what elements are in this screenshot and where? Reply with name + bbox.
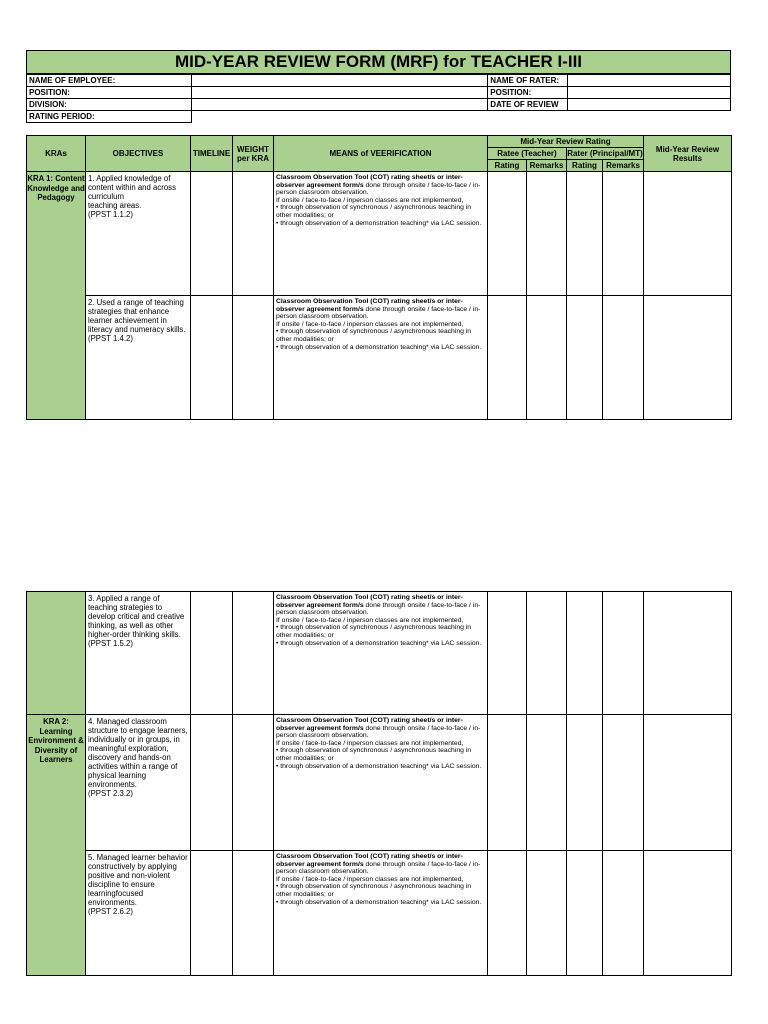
table-row bbox=[27, 296, 732, 420]
objective-4: 4. Managed classroom structure to engage learners, individually or in groups, in meaningful exploration, discovery and hands-on activities within a range of physical learning environments. (PPST 2.3.2) bbox=[88, 717, 188, 798]
rater-position-label: POSITION: bbox=[488, 87, 568, 99]
header-ratee-rating: Rating bbox=[488, 160, 527, 172]
form-title: MID-YEAR REVIEW FORM (MRF) for TEACHER I-III bbox=[26, 50, 731, 74]
ratee-rating-cell[interactable] bbox=[488, 592, 527, 715]
objective-2: 2. Used a range of teaching strategies that enhance learner achievement in literacy and numeracy skills. (PPST 1.4.2) bbox=[88, 298, 186, 343]
header-ratee: Ratee (Teacher) bbox=[488, 148, 567, 160]
ratee-rating-cell[interactable] bbox=[488, 715, 527, 851]
weight-cell[interactable] bbox=[233, 592, 274, 715]
rater-remarks-cell[interactable] bbox=[603, 592, 644, 715]
rater-rating-cell[interactable] bbox=[567, 715, 603, 851]
rater-rating-cell[interactable] bbox=[567, 296, 603, 420]
objective-1: 1. Applied knowledge of content within and across curriculum teaching areas. (PPST 1.1.2) bbox=[88, 174, 176, 219]
header-means-of-verification: MEANS of VEERIFICATION bbox=[274, 136, 488, 172]
rating-period-field[interactable] bbox=[191, 111, 730, 123]
kra-1-label: KRA 1: Content Knowledge and Pedagogy bbox=[27, 172, 86, 420]
header-kras: KRAs bbox=[27, 136, 86, 172]
ratee-rating-cell[interactable] bbox=[488, 851, 527, 976]
timeline-cell[interactable] bbox=[191, 592, 233, 715]
header-weight: WEIGHT per KRA bbox=[233, 136, 274, 172]
means-of-verification: Classroom Observation Tool (COT) rating sheet/s or inter-observer agreement form/s done through onsite / face-to-face / in-person classroom observation. If onsite / face-to-face / inperson classes are not implemented, • through observation of synchronous / asynchronous teaching in other modalities; or • through observation of a demonstration teaching* via LAC session. bbox=[274, 592, 488, 715]
objective-5: 5. Managed learner behavior constructively by applying positive and non-violent discipline to ensure learningfocused environments. (PPST 2.6.2) bbox=[88, 853, 188, 916]
timeline-cell[interactable] bbox=[191, 172, 233, 296]
table-row bbox=[27, 851, 732, 976]
rater-remarks-cell[interactable] bbox=[603, 715, 644, 851]
results-cell[interactable] bbox=[644, 715, 732, 851]
header-timeline: TIMELINE bbox=[191, 136, 233, 172]
ratee-rating-cell[interactable] bbox=[488, 172, 527, 296]
review-table-part-2 bbox=[26, 591, 732, 976]
means-of-verification: Classroom Observation Tool (COT) rating sheet/s or inter-observer agreement form/s done through onsite / face-to-face / in-person classroom observation. If onsite / face-to-face / inperson classes are not implemented, • through observation of synchronous / asynchronous teaching in other modalities; or • through observation of a demonstration teaching* via LAC session. bbox=[274, 296, 488, 420]
rating-period-label: RATING PERIOD: bbox=[27, 111, 192, 123]
ratee-rating-cell[interactable] bbox=[488, 296, 527, 420]
ratee-remarks-cell[interactable] bbox=[527, 172, 567, 296]
objective-3: 3. Applied a range of teaching strategies to develop critical and creative thinking, as well as other higher-order thinking skills.(PPST 1.5.2) bbox=[88, 594, 185, 648]
ratee-remarks-cell[interactable] bbox=[527, 715, 567, 851]
position-label: POSITION: bbox=[27, 87, 192, 99]
review-table-part-1 bbox=[26, 135, 732, 420]
weight-cell[interactable] bbox=[233, 172, 274, 296]
date-of-review-label: DATE OF REVIEW bbox=[488, 99, 568, 111]
division-label: DIVISION: bbox=[27, 99, 192, 111]
results-cell[interactable] bbox=[644, 851, 732, 976]
rater-remarks-cell[interactable] bbox=[603, 172, 644, 296]
table-row bbox=[27, 715, 732, 851]
ratee-remarks-cell[interactable] bbox=[527, 851, 567, 976]
header-rater-remarks: Remarks bbox=[603, 160, 644, 172]
name-of-employee-label: NAME OF EMPLOYEE: bbox=[27, 75, 192, 87]
ratee-remarks-cell[interactable] bbox=[527, 592, 567, 715]
rater-rating-cell[interactable] bbox=[567, 172, 603, 296]
name-of-rater-field[interactable] bbox=[568, 75, 731, 87]
table-row bbox=[27, 172, 732, 296]
weight-cell[interactable] bbox=[233, 851, 274, 976]
timeline-cell[interactable] bbox=[191, 851, 233, 976]
results-cell[interactable] bbox=[644, 592, 732, 715]
header-ratee-remarks: Remarks bbox=[527, 160, 567, 172]
results-cell[interactable] bbox=[644, 296, 732, 420]
ratee-remarks-cell[interactable] bbox=[527, 296, 567, 420]
division-field[interactable] bbox=[191, 99, 487, 111]
kra-2-label: KRA 2: Learning Environment & Diversity of Learners bbox=[27, 715, 86, 976]
means-of-verification: Classroom Observation Tool (COT) rating sheet/s or inter-observer agreement form/s done through onsite / face-to-face / in-person classroom observation. If onsite / face-to-face / inperson classes are not implemented, • through observation of synchronous / asynchronous teaching in other modalities; or • through observation of a demonstration teaching* via LAC session. bbox=[274, 851, 488, 976]
position-field[interactable] bbox=[191, 87, 487, 99]
table-row bbox=[27, 592, 732, 715]
rater-position-field[interactable] bbox=[568, 87, 731, 99]
header-rater: Rater (Principal/MT) bbox=[567, 149, 643, 158]
date-of-review-field[interactable] bbox=[568, 99, 731, 111]
weight-cell[interactable] bbox=[233, 715, 274, 851]
kra-1-continued bbox=[27, 592, 86, 715]
results-cell[interactable] bbox=[644, 172, 732, 296]
rater-remarks-cell[interactable] bbox=[603, 851, 644, 976]
header-rater-rating: Rating bbox=[567, 160, 603, 172]
name-of-employee-field[interactable] bbox=[191, 75, 487, 87]
employee-info-table bbox=[26, 74, 731, 123]
timeline-cell[interactable] bbox=[191, 296, 233, 420]
header-objectives: OBJECTIVES bbox=[86, 136, 191, 172]
means-of-verification: Classroom Observation Tool (COT) rating sheet/s or inter-observer agreement form/s done through onsite / face-to-face / in-person classroom observation. If onsite / face-to-face / inperson classes are not implemented, • through observation of synchronous / asynchronous teaching in other modalities; or • through observation of a demonstration teaching* via LAC session. bbox=[274, 715, 488, 851]
header-mid-year-review-rating: Mid-Year Review Rating bbox=[488, 136, 644, 148]
rater-rating-cell[interactable] bbox=[567, 851, 603, 976]
timeline-cell[interactable] bbox=[191, 715, 233, 851]
name-of-rater-label: NAME OF RATER: bbox=[488, 75, 568, 87]
means-of-verification: Classroom Observation Tool (COT) rating sheet/s or inter-observer agreement form/s done through onsite / face-to-face / in-person classroom observation. If onsite / face-to-face / inperson classes are not implemented, • through observation of synchronous / asynchronous teaching in other modalities; or • through observation of a demonstration teaching* via LAC session. bbox=[274, 172, 488, 296]
rater-rating-cell[interactable] bbox=[567, 592, 603, 715]
header-mid-year-review-results: Mid-Year Review Results bbox=[644, 136, 732, 172]
rater-remarks-cell[interactable] bbox=[603, 296, 644, 420]
weight-cell[interactable] bbox=[233, 296, 274, 420]
